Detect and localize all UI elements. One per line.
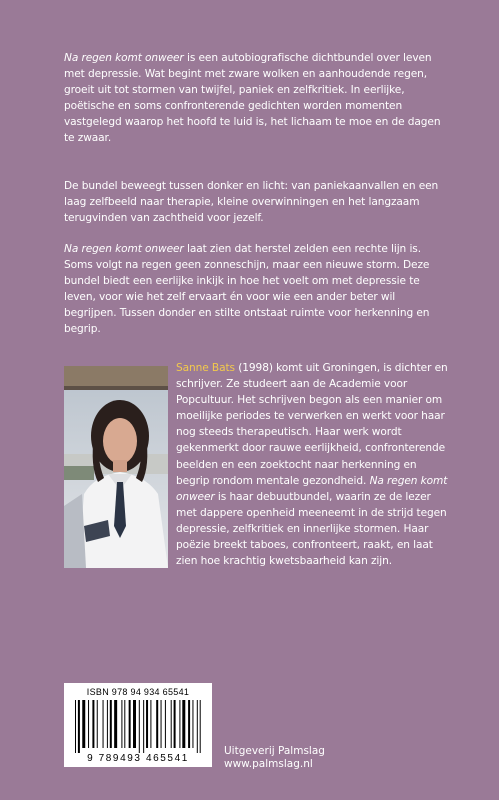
barcode [64, 683, 212, 767]
barcode-bar [133, 700, 136, 748]
barcode-bar [88, 700, 89, 748]
publisher-name: Uitgeverij Palmslag [224, 745, 325, 757]
barcode-bar [161, 700, 162, 748]
barcode-bar [110, 700, 112, 748]
barcode-bar [146, 700, 148, 748]
barcode-bar [92, 700, 94, 748]
barcode-bar [165, 700, 166, 748]
barcode-bar [121, 700, 122, 748]
barcode-bar [107, 700, 108, 748]
author-bio-text-2: is haar debuutbundel, waarin ze de lezer met dappere openheid meeneemt in de strijd tegen depressie, zelfkritiek en innerlijke stormen. Haar poëzie breekt taboes, confronteert, raakt, en laat zien hoe krachtig kwetsbaarheid kan zijn. [176, 490, 447, 568]
author-bio [64, 360, 452, 569]
barcode-bar [143, 700, 144, 754]
isbn-digits: 9 789493 465541 [64, 753, 212, 764]
barcode-bar [78, 700, 80, 754]
blurb-paragraph-3-text: laat zien dat herstel zelden een rechte lijn is. Soms volgt na regen geen zonneschijn, maar een nieuwe storm. Deze bundel biedt een eerlijke inkijk in hoe het voelt om met depressie te leven, voor wie het zelf ervaart én voor wie een ander beter wil begrijpen. Tussen donder en stilte ontstaat ruimte voor herkenning en begrip. [64, 243, 430, 335]
barcode-bar [150, 700, 151, 748]
barcode-bar [156, 700, 158, 748]
book-title: Na regen komt onweer [64, 52, 184, 64]
publisher-url: www.palmslag.nl [224, 758, 313, 770]
blurb-paragraph-1-text: is een autobiografische dichtbundel over leven met depressie. Wat begint met zware wolken en aanhoudende regen, groeit uit tot stormen van twijfel, paniek en zelfkritiek. In eerlijke, poëtische en soms confronterende gedichten worden momenten vastgelegd waarop het hoofd te luid is, het lichaam te moe en de dagen te zwaar. [64, 52, 441, 144]
barcode-bar [82, 700, 85, 748]
barcode-bar [75, 700, 76, 754]
barcode-bar [97, 700, 98, 748]
barcode-bar [139, 700, 140, 754]
blurb-paragraph-2 [64, 178, 444, 226]
photo-spacer [64, 360, 176, 554]
barcode-bar [182, 700, 185, 748]
book-title: Na regen komt onweer [64, 243, 184, 255]
barcode-bar [192, 700, 193, 748]
barcode-bar [200, 700, 201, 754]
blurb-paragraph-2-text: De bundel beweegt tussen donker en licht: van paniekaanvallen en een laag zelfbeeld naar therapie, kleine overwinningen en het langzaam terugvinden van zachtheid voor jezelf. [64, 180, 439, 224]
author-bio-text-1: (1998) komt uit Groningen, is dichter en schrijver. Ze studeert aan de Academie voor Popcultuur. Het schrijven begon als een manier om moeilijke periodes te verwerken en werkt voor haar nog steeds therapeutisch. Haar werk wordt gekenmerkt door rauwe eerlijkheid, confronterende beelden en een zoektocht naar herkenning en begrip rondom mentale gezondheid. [176, 362, 448, 487]
barcode-bar [174, 700, 176, 748]
barcode-bar [103, 700, 104, 748]
barcode-bar [179, 700, 180, 748]
barcode-bar [114, 700, 117, 748]
isbn-label: ISBN 978 94 934 65541 [86, 687, 190, 697]
book-title: Na regen komt onweer [176, 474, 448, 503]
blurb-paragraph-1 [64, 50, 444, 146]
barcode-bar [129, 700, 131, 748]
barcode-icon [73, 700, 203, 754]
barcode-bar [188, 700, 190, 748]
author-name: Sanne Bats [176, 362, 235, 374]
barcode-bar [171, 700, 172, 748]
barcode-bar [197, 700, 198, 754]
publisher-info [224, 745, 325, 771]
blurb-paragraph-3 [64, 241, 444, 337]
barcode-bar [124, 700, 125, 748]
